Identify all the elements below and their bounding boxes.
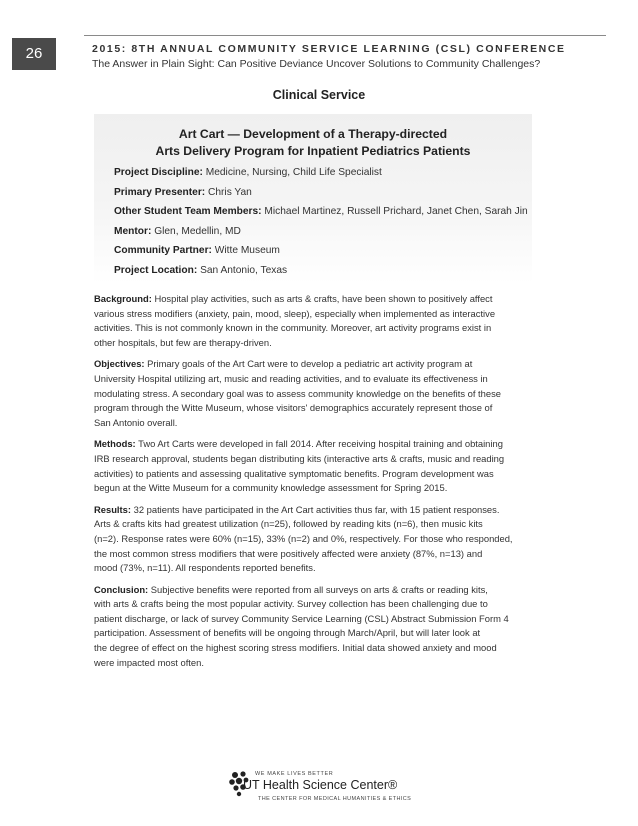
field-value: Chris Yan [208, 186, 252, 198]
text-line: with arts & crafts being the most popular activity. Survey collection has been challenging due to [94, 598, 488, 610]
methods-paragraph [94, 437, 540, 495]
abstract-title-line-1: Art Cart — Development of a Therapy-directed [178, 127, 448, 141]
section-label: Methods: [94, 438, 136, 450]
section-label: Results: [94, 503, 131, 515]
field-value: Glen, Medellin, MD [154, 225, 241, 237]
text-line: IRB research approval, students began distributing kits (interactive arts & crafts, music and reading [94, 452, 505, 464]
section-title: Clinical Service [272, 88, 366, 102]
line-text: Hospital play activities, such as arts & crafts, have been shown to positively affect [154, 293, 493, 304]
field-value: Witte Museum [214, 245, 280, 256]
section-label: Objectives: [94, 358, 145, 370]
text-line: activities) to patients and assessing qualitative symptomatic benefits. Program development was [94, 467, 494, 479]
text-line: various stress modifiers (anxiety, pain, mood, sleep), especially when implemented as interactive [94, 307, 496, 319]
text-line: participation. Assessment of benefits will be ongoing through March/April, but will later look at [94, 627, 481, 639]
line-text: Primary goals of the Art Cart were to develop a pediatric art activity program at [147, 358, 473, 370]
footer-logo [0, 770, 638, 818]
footer-org-subtitle: THE CENTER FOR MEDICAL HUMANITIES & ETHICS [258, 796, 412, 802]
text-line: Arts & crafts kits had greatest utilization (n=25), followed by reading kits (n=6), then music kits [94, 518, 483, 530]
text-line: activities. This is not commonly known in the community. Moreover, art activity programs exist in [94, 322, 492, 334]
primary-presenter [114, 183, 524, 203]
mentor [114, 222, 524, 242]
text-line [94, 357, 540, 372]
objectives-paragraph [94, 357, 540, 430]
text-line: patient discharge, or lack of survey Community Service Learning (CSL) Abstract Submission Form 4 [94, 612, 509, 624]
abstract-title-line-2: Arts Delivery Program for Inpatient Pediatrics Patients [155, 144, 471, 158]
background-paragraph [94, 292, 540, 350]
project-location [114, 261, 524, 281]
text-line: the most common stress modifiers that were positively affected were anxiety (87%, n=13) and [94, 547, 483, 559]
field-label: Project Discipline: [114, 167, 203, 178]
field-label: Project Location: [114, 264, 198, 276]
text-line: were impacted most often. [94, 656, 204, 668]
section-label: Conclusion: [94, 583, 149, 595]
field-label: Mentor: [114, 225, 152, 237]
field-label: Community Partner: [114, 245, 212, 256]
abstract-title [94, 126, 532, 160]
conference-title: 2015: 8TH ANNUAL COMMUNITY SERVICE LEARNING (CSL) CONFERENCE [92, 43, 566, 55]
conclusion-paragraph [94, 583, 540, 671]
text-line [94, 292, 540, 307]
text-line [94, 503, 540, 518]
text-line: modulating stress. A secondary goal was to assess community knowledge on the benefits of these [94, 387, 501, 399]
field-value: Michael Martinez, Russell Prichard, Janet Chen, Sarah Jin [264, 206, 528, 217]
text-line: the degree of effect on the highest scoring stress modifiers. Initial data showed anxiety and mood [94, 642, 497, 654]
field-value: Medicine, Nursing, Child Life Specialist [205, 167, 382, 178]
abstract-body [94, 292, 540, 677]
line-text: Subjective benefits were reported from all surveys on arts & crafts or reading kits, [150, 583, 488, 595]
text-line: (n=2). Response rates were 60% (n=15), 33% (n=2) and 0%, respectively. For those who responded, [94, 532, 513, 544]
project-discipline [114, 163, 524, 183]
project-info-list [114, 163, 528, 280]
text-line [94, 437, 540, 452]
field-value: San Antonio, Texas [200, 264, 288, 276]
text-line: begun at the Witte Museum for a community knowledge assessment for Spring 2015. [94, 482, 448, 494]
text-line: San Antonio overall. [94, 416, 178, 428]
text-line: other hospitals, but few are therapy-driven. [94, 336, 272, 348]
text-line [94, 583, 540, 598]
conference-subtitle: The Answer in Plain Sight: Can Positive Deviance Uncover Solutions to Community Challenges? [92, 58, 541, 70]
line-text: 32 patients have participated in the Art Cart activities thus far, with 15 patient responses. [133, 503, 500, 515]
team-members [114, 202, 528, 222]
line-text: Two Art Carts were developed in fall 2014. After receiving hospital training and obtaining [138, 438, 503, 450]
text-line: University Hospital utilizing art, music and reading activities, and to evaluate its effectiveness in [94, 372, 488, 384]
section-label: Background: [94, 293, 152, 304]
field-label: Primary Presenter: [114, 186, 206, 198]
header-divider [84, 35, 606, 36]
footer-org-name: UT Health Science Center® [243, 778, 398, 792]
results-paragraph [94, 503, 540, 576]
footer-tagline: WE MAKE LIVES BETTER [255, 771, 334, 777]
text-line: mood (73%, n=11). All respondents reported benefits. [94, 562, 316, 574]
community-partner [114, 241, 524, 261]
field-label: Other Student Team Members: [114, 206, 262, 217]
page-number: 26 [12, 38, 56, 70]
text-line: program through the Witte Museum, whose visitors' demographics accurately represent those of [94, 402, 493, 414]
